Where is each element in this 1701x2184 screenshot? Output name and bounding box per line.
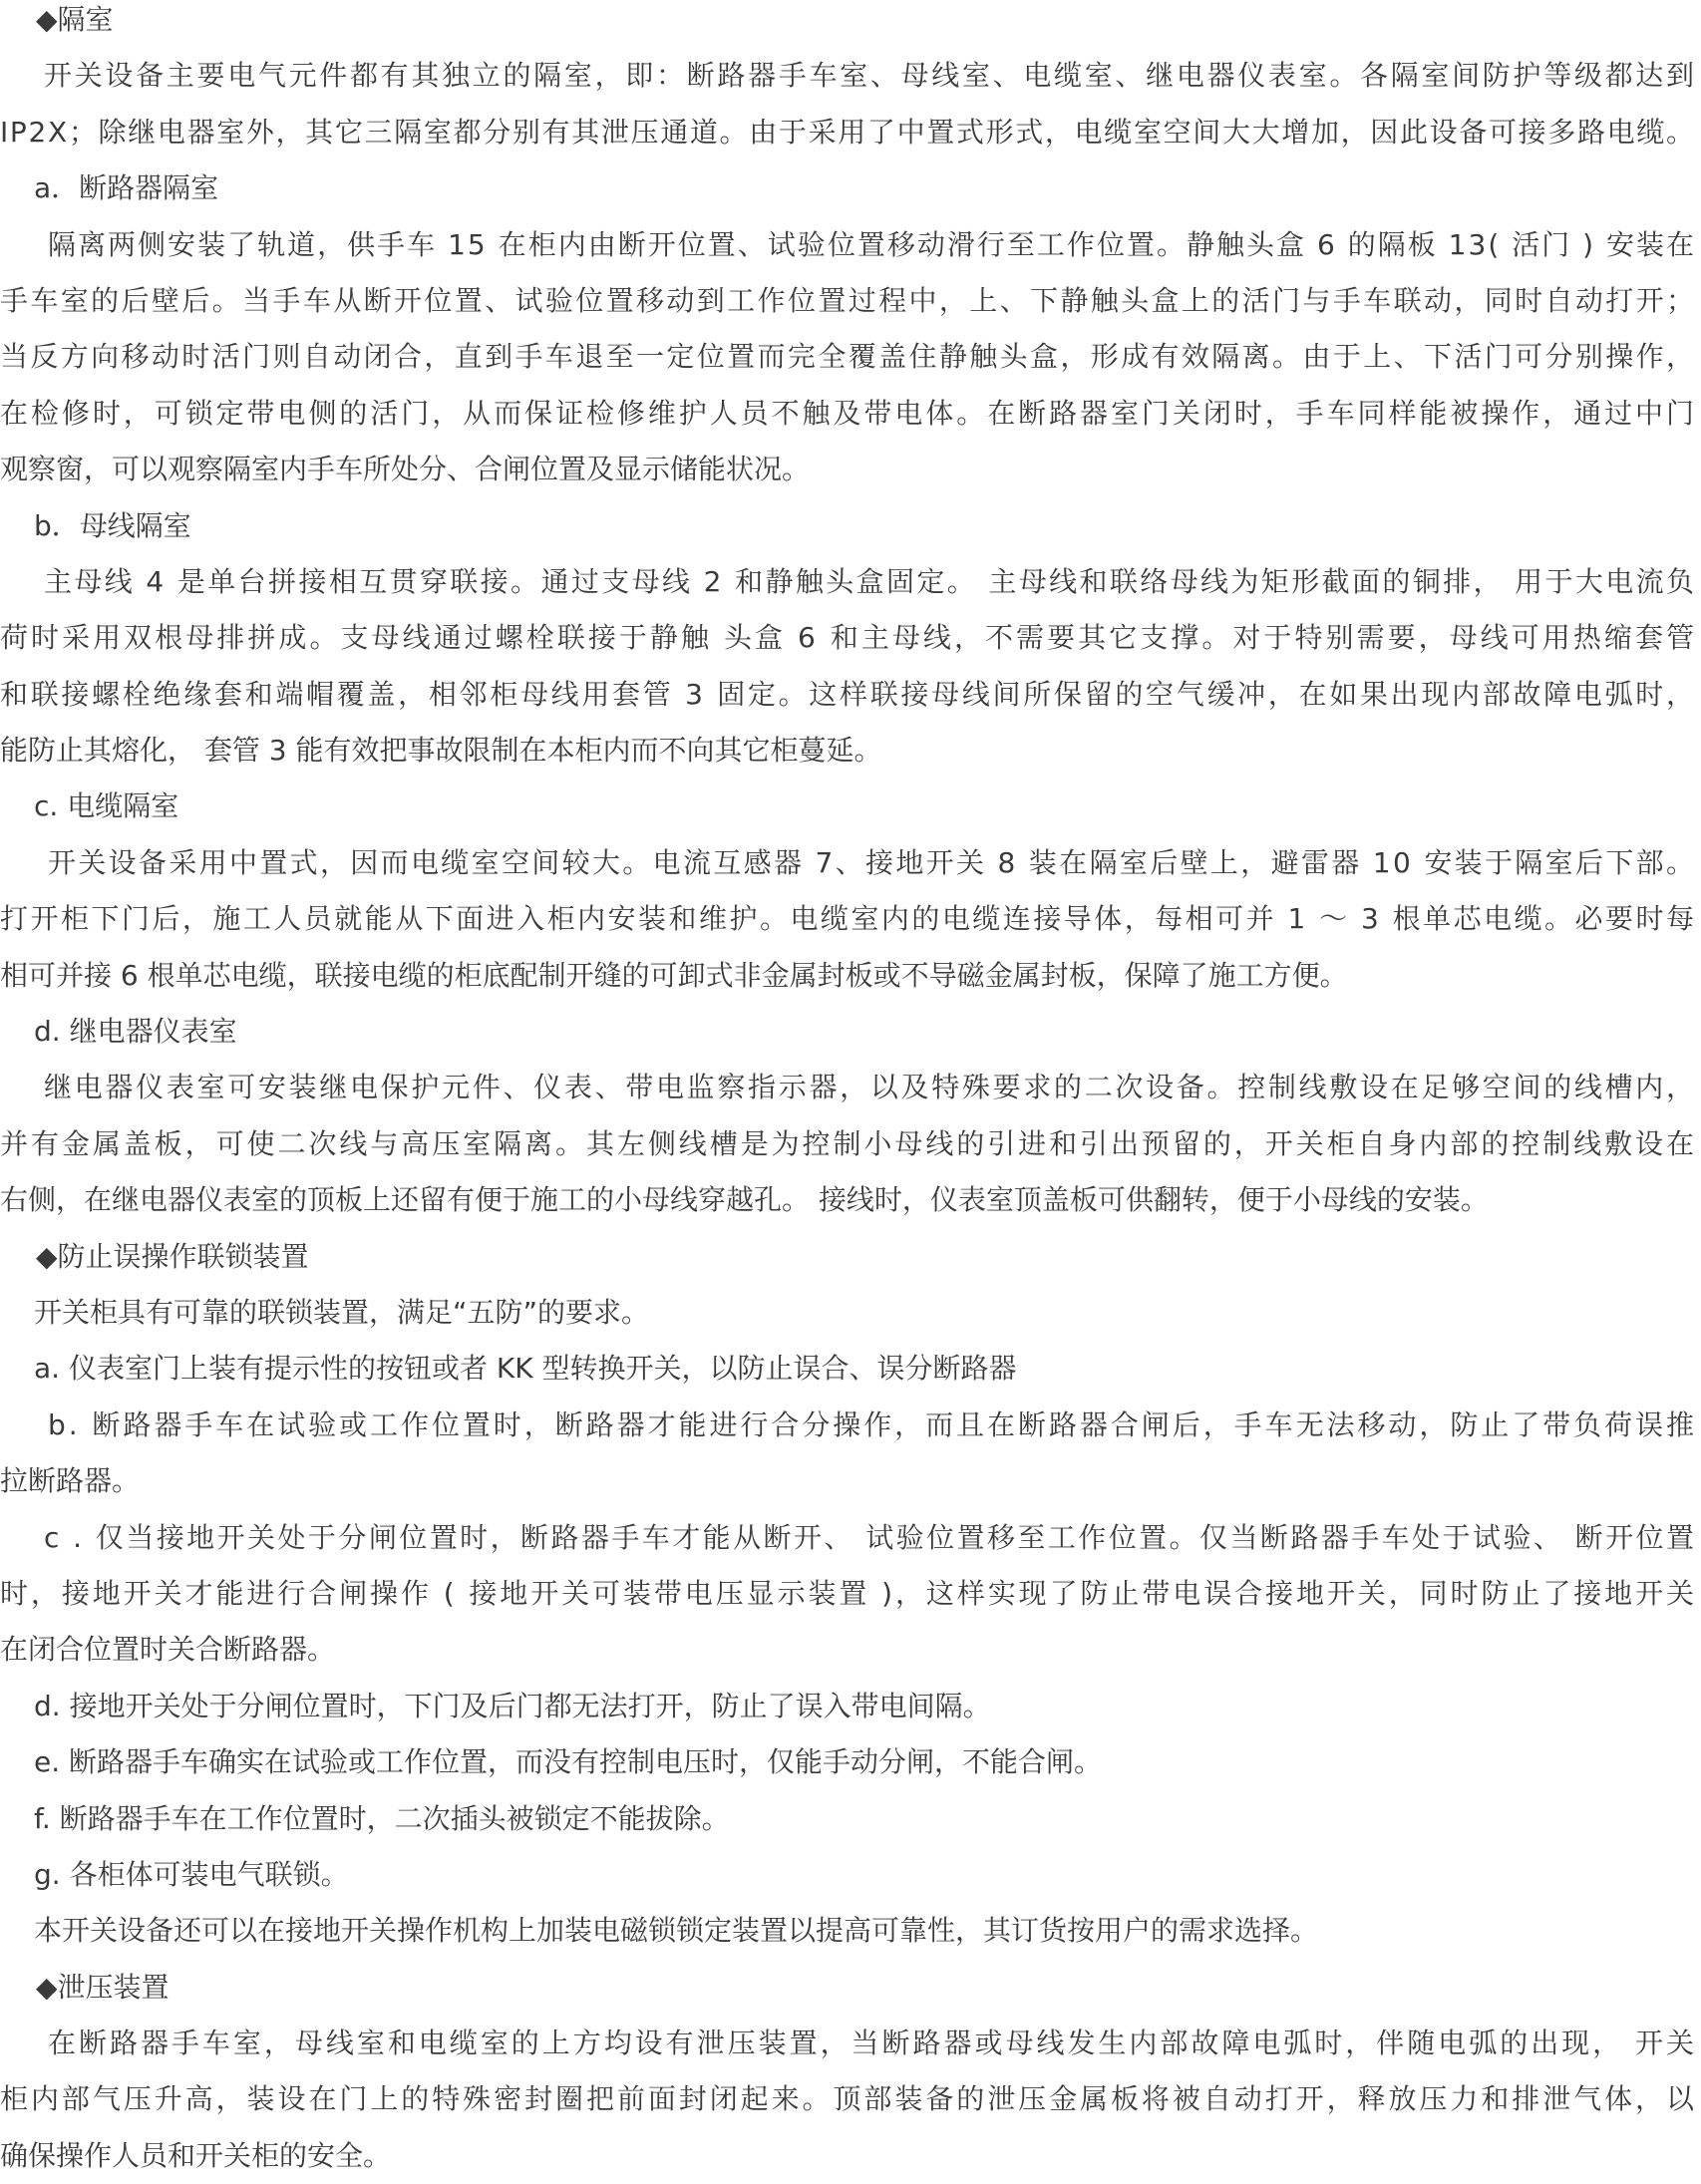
paragraph-line: 柜内部气压升高，装设在门上的特殊密封圈把前面封闭起来。顶部装备的泄压金属板将被自动打开，释放压力和排泄气体，以 (0, 2082, 1697, 2116)
paragraph-line: 开关设备主要电气元件都有其独立的隔室，即：断路器手车室、母线室、电缆室、继电器仪表室。各隔室间防护等级都达到 (44, 59, 1697, 93)
paragraph-line: 在断路器手车室，母线室和电缆室的上方均设有泄压装置，当断路器或母线发生内部故障电弧时，伴随电弧的出现， 开关 (48, 2027, 1697, 2060)
list-item: b. 断路器手车在试验或工作位置时，断路器才能进行合分操作，而且在断路器合闸后，手车无法移动，防止了带负荷误推 (48, 1407, 1697, 1441)
paragraph-line: 隔离两侧安装了轨道，供手车 15 在柜内由断开位置、试验位置移动滑行至工作位置。静触头盒 6 的隔板 13( 活门 ) 安装在 (48, 227, 1697, 261)
paragraph-line: 能防止其熔化， 套管 3 能有效把事故限制在本柜内而不向其它柜蔓延。 (0, 734, 882, 768)
paragraph-line: 并有金属盖板，可使二次线与高压室隔离。其左侧线槽是为控制小母线的引进和引出预留的，开关柜自身内部的控制线敷设在 (0, 1126, 1697, 1160)
section-heading: ◆隔室 (36, 3, 114, 36)
paragraph-line: 本开关设备还可以在接地开关操作机构上加装电磁锁锁定装置以提高可靠性，其订货按用户的需求选择。 (34, 1914, 1319, 1948)
list-item: a. 仪表室门上装有提示性的按钮或者 KK 型转换开关，以防止误合、误分断路器 (34, 1352, 1017, 1386)
list-item: d. 接地开关处于分闸位置时，下门及后门都无法打开，防止了误入带电间隔。 (34, 1689, 991, 1722)
paragraph-line: 确保操作人员和开关柜的安全。 (0, 2138, 392, 2172)
section-heading: ◆防止误操作联锁装置 (36, 1239, 309, 1273)
paragraph-line: 开关柜具有可靠的联锁装置，满足“五防”的要求。 (34, 1295, 650, 1329)
paragraph-line: 继电器仪表室可安装继电保护元件、仪表、带电监察指示器，以及特殊要求的二次设备。控制线敷设在足够空间的线槽内， (44, 1071, 1697, 1104)
paragraph-line: 当反方向移动时活门则自动闭合，直到手车退至一定位置而完全覆盖住静触头盒，形成有效隔离。由于上、下活门可分别操作， (0, 340, 1697, 374)
paragraph-line: 荷时采用双根母排拼成。支母线通过螺栓联接于静触 头盒 6 和主母线，不需要其它支撑。对于特别需要，母线可用热缩套管 (0, 621, 1698, 655)
list-item: f. 断路器手车在工作位置时，二次插头被锁定不能拔除。 (34, 1801, 730, 1835)
paragraph-line: 和联接螺栓绝缘套和端帽覆盖，相邻柜母线用套管 3 固定。这样联接母线间所保留的空气缓冲，在如果出现内部故障电弧时， (0, 677, 1697, 711)
list-item: g. 各柜体可装电气联锁。 (34, 1857, 349, 1891)
paragraph-line: 在检修时，可锁定带电侧的活门，从而保证检修维护人员不触及带电体。在断路器室门关闭时，手车同样能被操作，通过中门 (0, 396, 1697, 430)
subsection-heading: a．断路器隔室 (34, 171, 219, 205)
paragraph-line: 观察窗，可以观察隔室内手车所处分、合闸位置及显示储能状况。 (0, 453, 811, 486)
paragraph-line: 相可并接 6 根单芯电缆，联接电缆的柜底配制开缝的可卸式非金属封板或不导磁金属封板，保障了施工方便。 (0, 958, 1348, 992)
paragraph-line: 主母线 4 是单台拼接相互贯穿联接。通过支母线 2 和静触头盒固定。 主母线和联络母线为矩形截面的铜排， 用于大电流负 (44, 564, 1697, 598)
paragraph-line: IP2X；除继电器室外，其它三隔室都分别有其泄压通道。由于采用了中置式形式，电缆室空间大大增加，因此设备可接多路电缆。 (0, 115, 1696, 149)
paragraph-line: 右侧，在继电器仪表室的顶板上还留有便于施工的小母线穿越孔。 接线时，仪表室顶盖板可供翻转，便于小母线的安装。 (0, 1183, 1489, 1217)
paragraph-line: 拉断路器。 (0, 1464, 141, 1498)
paragraph-line: 开关设备采用中置式，因而电缆室空间较大。电流互感器 7、接地开关 8 装在隔室后壁上，避雷器 10 安装于隔室后下部。 (48, 845, 1697, 879)
list-item: c . 仅当接地开关处于分闸位置时，断路器手车才能从断开、 试验位置移至工作位置。仅当断路器手车处于试验、 断开位置 (44, 1520, 1697, 1554)
paragraph-line: 在闭合位置时关合断路器。 (0, 1633, 336, 1667)
paragraph-line: 时，接地开关才能进行合闸操作 ( 接地开关可装带电压显示装置 )，这样实现了防止带电误合接地开关，同时防止了接地开关 (0, 1576, 1697, 1610)
subsection-heading: d. 继电器仪表室 (34, 1015, 237, 1049)
subsection-heading: c. 电缆隔室 (34, 789, 179, 823)
section-heading: ◆泄压装置 (36, 1970, 170, 2004)
paragraph-line: 手车室的后壁后。当手车从断开位置、试验位置移动到工作位置过程中，上、下静触头盒上的活门与手车联动，同时自动打开； (0, 283, 1697, 317)
list-item: e. 断路器手车确实在试验或工作位置，而没有控制电压时，仅能手动分闸，不能合闸。 (34, 1745, 1103, 1779)
subsection-heading: b．母线隔室 (34, 508, 191, 542)
paragraph-line: 打开柜下门后，施工人员就能从下面进入柜内安装和维护。电缆室内的电缆连接导体，每相可并 1 ～ 3 根单芯电缆。必要时每 (0, 902, 1697, 936)
